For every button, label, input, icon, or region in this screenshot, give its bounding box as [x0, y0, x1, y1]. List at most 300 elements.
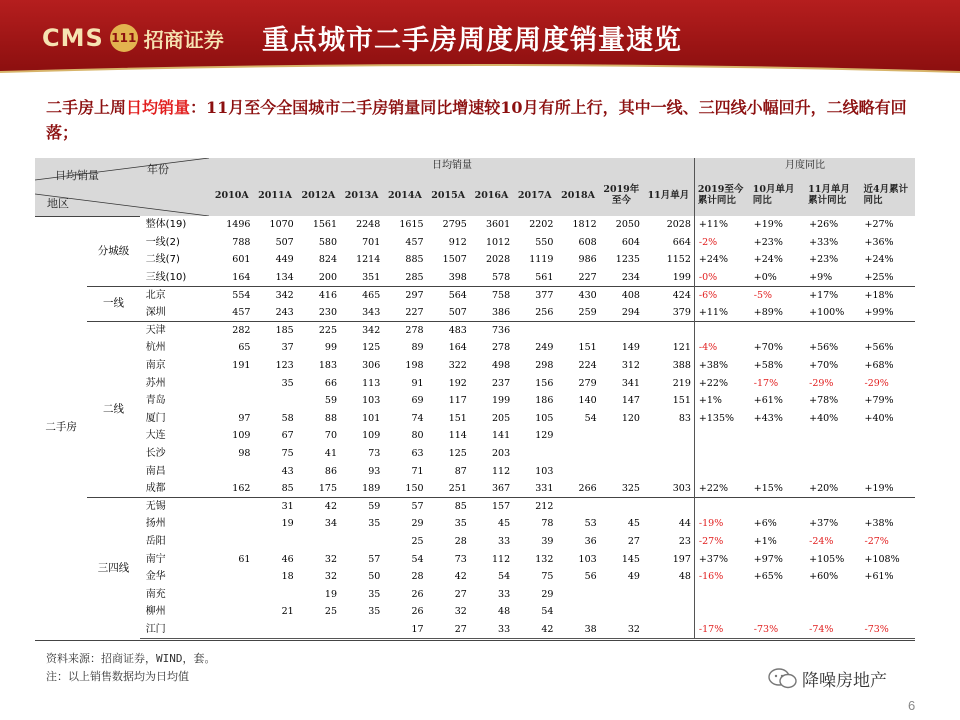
- yoy-cell: -17%: [694, 621, 749, 639]
- table-row: [35, 269, 915, 287]
- yoy-header: 11月单月累计同比: [805, 174, 860, 216]
- value-cell: 29: [541, 588, 554, 600]
- table-row: [35, 410, 915, 428]
- yoy-cell: +11%: [694, 304, 749, 322]
- value-cell: 351: [362, 271, 381, 283]
- value-cell: 312: [621, 360, 640, 372]
- city-cell: 天津: [140, 322, 210, 340]
- value-cell: 93: [368, 465, 381, 477]
- yoy-cell: [750, 498, 805, 516]
- value-cell: 66: [324, 377, 337, 389]
- table-row: [35, 286, 915, 304]
- value-cell: 1214: [356, 254, 381, 266]
- value-cell: 23: [678, 535, 691, 547]
- city-cell: 北京: [140, 286, 210, 304]
- value-cell: [556, 462, 599, 480]
- value-cell: 141: [491, 430, 511, 442]
- city-cell: 扬州: [145, 518, 166, 530]
- logo-cn-text: 招商证券: [143, 27, 224, 52]
- city-cell: 整体(19): [145, 219, 187, 231]
- value-cell: 34: [324, 518, 337, 530]
- yoy-cell: [694, 322, 749, 340]
- value-cell: 234: [621, 271, 640, 283]
- value-cell: 249: [535, 342, 554, 354]
- value-cell: 1012: [485, 236, 511, 248]
- summary-text: [46, 95, 926, 145]
- yoy-cell: [750, 427, 805, 445]
- value-cell: 41: [324, 448, 337, 460]
- city-cell: 苏州: [145, 377, 166, 389]
- value-cell: [556, 498, 599, 516]
- value-cell: 322: [448, 360, 467, 372]
- year-header: 2012A: [297, 174, 340, 216]
- header-gold-curve: [0, 58, 960, 82]
- city-cell: 厦门: [145, 412, 166, 424]
- value-cell: 18: [281, 571, 294, 583]
- yoy-cell: [805, 603, 860, 621]
- yoy-cell: +26%: [809, 219, 839, 231]
- value-cell: 278: [491, 342, 511, 354]
- page-title: 重点城市二手房周度周度销量速览: [262, 25, 682, 56]
- yoy-cell: +56%: [864, 342, 894, 354]
- city-cell: 二线(7): [145, 254, 180, 266]
- value-cell: 53: [584, 518, 597, 530]
- yoy-cell: +36%: [864, 236, 894, 248]
- value-cell: [210, 603, 253, 621]
- value-cell: 54: [498, 571, 511, 583]
- value-cell: 203: [491, 448, 511, 460]
- yoy-cell: +60%: [809, 571, 839, 583]
- value-cell: 303: [672, 482, 691, 494]
- yoy-cell: +11%: [694, 216, 749, 234]
- value-cell: 224: [578, 360, 597, 372]
- value-cell: 25: [324, 606, 337, 618]
- value-cell: 43: [281, 465, 294, 477]
- value-cell: 87: [454, 465, 467, 477]
- year-header: 11月单月: [643, 174, 694, 216]
- table-row: [35, 568, 915, 586]
- group-header-daily: 日均销量: [210, 158, 694, 174]
- value-cell: 1615: [399, 219, 424, 231]
- table-row: [35, 322, 915, 340]
- value-cell: [253, 621, 296, 639]
- value-cell: [600, 498, 643, 516]
- group-label: 一线: [87, 286, 139, 321]
- value-cell: 1812: [572, 219, 597, 231]
- value-cell: 306: [362, 360, 381, 372]
- corner-metric-label: 日均销量: [55, 169, 99, 182]
- value-cell: 33: [498, 535, 511, 547]
- value-cell: 57: [368, 553, 381, 565]
- value-cell: 45: [498, 518, 511, 530]
- yoy-cell: +24%: [753, 254, 783, 266]
- value-cell: [210, 585, 253, 603]
- value-cell: 237: [491, 377, 511, 389]
- yoy-cell: +18%: [860, 286, 915, 304]
- value-cell: 42: [513, 621, 556, 639]
- yoy-cell: [694, 427, 749, 445]
- yoy-cell: -29%: [809, 377, 834, 389]
- value-cell: 151: [578, 342, 597, 354]
- yoy-cell: +70%: [809, 360, 839, 372]
- value-cell: 164: [232, 271, 251, 283]
- yoy-cell: -27%: [694, 533, 749, 551]
- yoy-cell: [694, 498, 749, 516]
- value-cell: [253, 392, 296, 410]
- yoy-cell: +37%: [809, 518, 839, 530]
- table-row: [35, 585, 915, 603]
- yoy-cell: -74%: [805, 621, 860, 639]
- value-cell: [210, 533, 253, 551]
- city-cell: 深圳: [145, 307, 166, 319]
- city-cell: 三线(10): [145, 271, 187, 283]
- value-cell: 27: [454, 588, 467, 600]
- value-cell: 1496: [226, 219, 251, 231]
- value-cell: 26: [411, 606, 424, 618]
- value-cell: 278: [383, 322, 426, 340]
- value-cell: 35: [368, 518, 381, 530]
- value-cell: 1507: [442, 254, 467, 266]
- value-cell: 416: [297, 286, 340, 304]
- summary-part2: ：11月至今全国城市二手房销量同比增速较10月有所上行，其中一线、三四线小幅回升，二线略有回落；: [46, 98, 907, 142]
- value-cell: 550: [535, 236, 554, 248]
- year-header: 2014A: [383, 174, 426, 216]
- value-cell: 554: [210, 286, 253, 304]
- value-cell: 604: [621, 236, 640, 248]
- yoy-cell: -5%: [750, 286, 805, 304]
- city-cell: 南京: [145, 360, 166, 372]
- value-cell: [643, 462, 694, 480]
- value-cell: 2202: [529, 219, 554, 231]
- value-cell: 266: [578, 482, 597, 494]
- brand-name: 降噪房地产: [802, 671, 887, 691]
- value-cell: 27: [427, 621, 470, 639]
- city-cell: 青岛: [145, 395, 166, 407]
- group-label: 二线: [87, 322, 139, 498]
- year-header: 2013A: [340, 174, 383, 216]
- value-cell: 259: [578, 307, 597, 319]
- value-cell: 386: [491, 307, 511, 319]
- table-row: [35, 462, 915, 480]
- value-cell: 205: [491, 412, 511, 424]
- value-cell: 35: [368, 606, 381, 618]
- value-cell: 112: [491, 553, 511, 565]
- value-cell: 212: [513, 498, 556, 516]
- value-cell: 29: [411, 518, 424, 530]
- value-cell: 33: [470, 621, 513, 639]
- value-cell: 45: [627, 518, 640, 530]
- value-cell: 342: [253, 286, 296, 304]
- yoy-cell: -29%: [864, 377, 889, 389]
- value-cell: [600, 585, 643, 603]
- value-cell: 824: [318, 254, 337, 266]
- value-cell: 227: [405, 307, 424, 319]
- value-cell: [210, 621, 253, 639]
- table-row: [35, 339, 915, 357]
- value-cell: 149: [621, 342, 640, 354]
- value-cell: 42: [297, 498, 340, 516]
- value-cell: [210, 392, 253, 410]
- yoy-header: 近4月累计同比: [860, 174, 915, 216]
- value-cell: 58: [281, 412, 294, 424]
- value-cell: 120: [621, 412, 640, 424]
- yoy-cell: [805, 427, 860, 445]
- yoy-cell: -17%: [753, 377, 779, 389]
- value-cell: [297, 621, 340, 639]
- value-cell: [297, 533, 340, 551]
- value-cell: 3601: [485, 219, 511, 231]
- value-cell: [340, 621, 383, 639]
- value-cell: 83: [678, 412, 691, 424]
- value-cell: [643, 498, 694, 516]
- value-cell: 2028: [666, 219, 691, 231]
- value-cell: 498: [491, 360, 511, 372]
- value-cell: 191: [232, 360, 251, 372]
- yoy-cell: +22%: [694, 374, 749, 392]
- value-cell: 343: [362, 307, 381, 319]
- value-cell: 75: [281, 448, 294, 460]
- value-cell: [643, 621, 694, 639]
- yoy-cell: [860, 322, 915, 340]
- value-cell: [643, 585, 694, 603]
- value-cell: 175: [318, 482, 337, 494]
- value-cell: [210, 568, 253, 586]
- value-cell: 36: [584, 535, 597, 547]
- yoy-cell: [750, 603, 805, 621]
- value-cell: 578: [491, 271, 511, 283]
- city-cell: 岳阳: [145, 535, 166, 547]
- value-cell: 145: [621, 553, 640, 565]
- yoy-cell: +15%: [753, 482, 783, 494]
- value-cell: [210, 515, 253, 533]
- year-header: 2015A: [427, 174, 470, 216]
- value-cell: 73: [368, 448, 381, 460]
- value-cell: 230: [318, 307, 337, 319]
- table-row: [35, 357, 915, 375]
- value-cell: 19: [324, 588, 337, 600]
- value-cell: 758: [470, 286, 513, 304]
- value-cell: [513, 445, 556, 463]
- value-cell: 32: [324, 553, 337, 565]
- value-cell: 69: [411, 395, 424, 407]
- value-cell: 151: [448, 412, 467, 424]
- yoy-cell: +38%: [694, 357, 749, 375]
- value-cell: 59: [324, 395, 337, 407]
- value-cell: 105: [535, 412, 554, 424]
- value-cell: 279: [578, 377, 597, 389]
- section-label: 二手房: [35, 216, 87, 638]
- value-cell: 298: [535, 360, 554, 372]
- value-cell: 123: [275, 360, 294, 372]
- yoy-cell: -24%: [809, 535, 834, 547]
- yoy-cell: +19%: [864, 482, 894, 494]
- value-cell: 1235: [615, 254, 640, 266]
- yoy-cell: +1%: [753, 535, 777, 547]
- value-cell: 46: [281, 553, 294, 565]
- value-cell: [600, 603, 643, 621]
- value-cell: 424: [643, 286, 694, 304]
- yoy-cell: [860, 603, 915, 621]
- yoy-cell: [860, 445, 915, 463]
- summary-highlight: 日均销量: [126, 98, 191, 117]
- value-cell: 44: [678, 518, 691, 530]
- value-cell: 42: [454, 571, 467, 583]
- value-cell: 103: [578, 553, 597, 565]
- city-cell: 南昌: [145, 465, 166, 477]
- group-label: 分城级: [87, 216, 139, 286]
- value-cell: 71: [411, 465, 424, 477]
- value-cell: 788: [232, 236, 251, 248]
- corner-year-label: 年份: [147, 163, 169, 176]
- value-cell: 114: [448, 430, 467, 442]
- value-cell: 35: [454, 518, 467, 530]
- table-row: [35, 251, 915, 269]
- table-row: [35, 427, 915, 445]
- value-cell: 192: [448, 377, 467, 389]
- table-row: [35, 234, 915, 252]
- sales-table: [35, 158, 915, 639]
- wechat-brand: [768, 666, 887, 691]
- value-cell: 61: [238, 553, 251, 565]
- value-cell: 67: [281, 430, 294, 442]
- value-cell: 225: [297, 322, 340, 340]
- table-corner: [35, 158, 210, 216]
- wechat-icon: [768, 668, 798, 690]
- yoy-cell: [860, 427, 915, 445]
- value-cell: 32: [324, 571, 337, 583]
- cms-logo: [42, 20, 224, 56]
- year-header: 2010A: [210, 174, 253, 216]
- value-cell: [556, 445, 599, 463]
- value-cell: 129: [535, 430, 554, 442]
- value-cell: 103: [535, 465, 554, 477]
- value-cell: [253, 585, 296, 603]
- year-header: 2017A: [513, 174, 556, 216]
- yoy-cell: +43%: [753, 412, 783, 424]
- value-cell: 26: [411, 588, 424, 600]
- value-cell: [600, 462, 643, 480]
- value-cell: 132: [535, 553, 554, 565]
- slide-header: [0, 0, 960, 82]
- value-cell: [253, 533, 296, 551]
- city-cell: 南充: [145, 588, 166, 600]
- value-cell: 54: [541, 606, 554, 618]
- page-number: 6: [908, 698, 916, 713]
- yoy-cell: -0%: [694, 269, 749, 287]
- yoy-cell: -27%: [864, 535, 889, 547]
- value-cell: 50: [368, 571, 381, 583]
- value-cell: 70: [324, 430, 337, 442]
- value-cell: 48: [678, 571, 691, 583]
- yoy-cell: +19%: [753, 219, 783, 231]
- value-cell: 109: [362, 430, 381, 442]
- value-cell: 32: [454, 606, 467, 618]
- value-cell: 157: [470, 498, 513, 516]
- table-row: [35, 498, 915, 516]
- value-cell: 243: [275, 307, 294, 319]
- value-cell: 398: [448, 271, 467, 283]
- yoy-header: 10月单月同比: [750, 174, 805, 216]
- value-cell: 507: [275, 236, 294, 248]
- value-cell: 608: [578, 236, 597, 248]
- value-cell: 156: [535, 377, 554, 389]
- value-cell: 65: [238, 342, 251, 354]
- value-cell: 98: [238, 448, 251, 460]
- value-cell: 199: [491, 395, 511, 407]
- yoy-cell: +78%: [809, 395, 839, 407]
- table-row: [35, 374, 915, 392]
- value-cell: 331: [535, 482, 554, 494]
- value-cell: [340, 533, 383, 551]
- value-cell: 101: [362, 412, 381, 424]
- value-cell: 63: [411, 448, 424, 460]
- table-row: [35, 392, 915, 410]
- value-cell: 885: [405, 254, 424, 266]
- footer-divider: [35, 640, 915, 641]
- value-cell: 78: [541, 518, 554, 530]
- value-cell: 109: [232, 430, 251, 442]
- table-row: [35, 515, 915, 533]
- value-cell: [643, 322, 694, 340]
- yoy-cell: [694, 462, 749, 480]
- year-header: 2019年至今: [600, 174, 643, 216]
- yoy-cell: -73%: [860, 621, 915, 639]
- value-cell: 25: [411, 535, 424, 547]
- value-cell: 57: [383, 498, 426, 516]
- yoy-cell: -6%: [694, 286, 749, 304]
- yoy-cell: +70%: [753, 342, 783, 354]
- value-cell: [556, 603, 599, 621]
- value-cell: [556, 427, 599, 445]
- value-cell: 86: [324, 465, 337, 477]
- value-cell: 185: [253, 322, 296, 340]
- yoy-cell: +38%: [864, 518, 894, 530]
- value-cell: 28: [411, 571, 424, 583]
- yoy-cell: +68%: [864, 360, 894, 372]
- yoy-cell: +105%: [809, 553, 845, 565]
- value-cell: 1119: [529, 254, 554, 266]
- value-cell: 99: [324, 342, 337, 354]
- value-cell: 189: [362, 482, 381, 494]
- yoy-cell: +25%: [864, 271, 894, 283]
- value-cell: 49: [627, 571, 640, 583]
- yoy-cell: +1%: [694, 392, 749, 410]
- value-cell: 449: [275, 254, 294, 266]
- value-cell: 2795: [442, 219, 467, 231]
- value-cell: 56: [584, 571, 597, 583]
- yoy-cell: +61%: [753, 395, 783, 407]
- value-cell: 35: [281, 377, 294, 389]
- year-header: 2018A: [556, 174, 599, 216]
- table-row: [35, 621, 915, 639]
- yoy-cell: +23%: [809, 254, 839, 266]
- yoy-cell: +22%: [694, 480, 749, 498]
- value-cell: 342: [340, 322, 383, 340]
- yoy-cell: +40%: [809, 412, 839, 424]
- value-cell: 80: [411, 430, 424, 442]
- sales-table-container: [35, 158, 915, 639]
- yoy-cell: +20%: [809, 482, 839, 494]
- year-header: 2016A: [470, 174, 513, 216]
- value-cell: 199: [672, 271, 691, 283]
- value-cell: 38: [556, 621, 599, 639]
- value-cell: 2028: [485, 254, 511, 266]
- value-cell: 219: [672, 377, 691, 389]
- value-cell: [600, 322, 643, 340]
- footnotes: [46, 650, 216, 686]
- value-cell: 198: [405, 360, 424, 372]
- value-cell: 17: [383, 621, 426, 639]
